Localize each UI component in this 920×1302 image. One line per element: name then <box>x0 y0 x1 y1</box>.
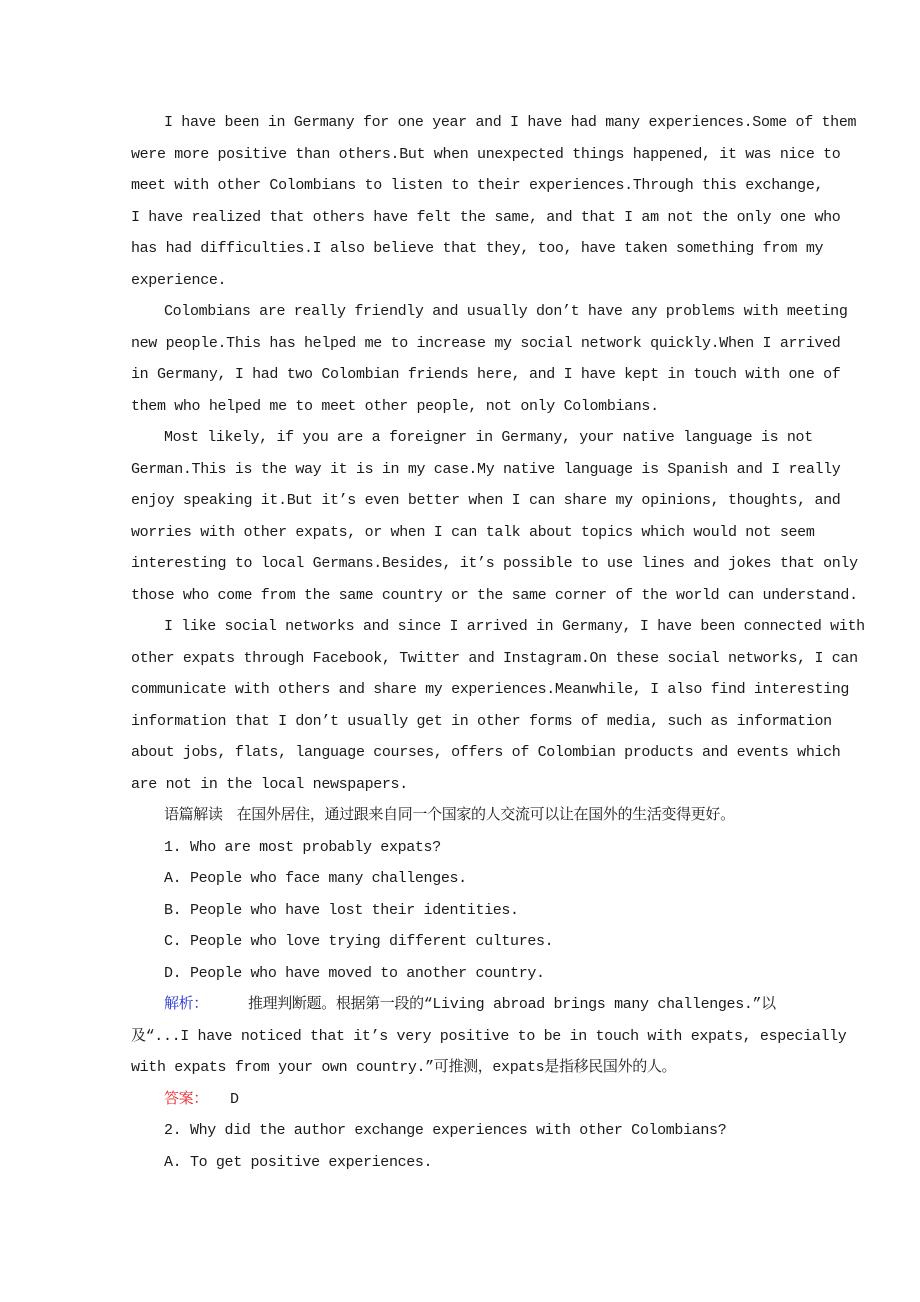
text-line: those who come from the same country or the same corner of the world can understand. <box>131 586 858 604</box>
summary-label: 语篇解读 <box>164 807 223 824</box>
option-c: C. People who love trying different cultures. <box>164 933 554 950</box>
option-a: A. People who face many challenges. <box>164 870 467 887</box>
text-line: in Germany, I had two Colombian friends here, and I have kept in touch with one of <box>131 366 841 383</box>
analysis-text: 推理判断题。根据第一段的“Living abroad brings many challenges.”以 <box>247 996 776 1013</box>
question-1 <box>131 832 847 1116</box>
analysis-line <box>131 989 831 1021</box>
text-line: other expats through Facebook, Twitter and Instagram.On these social networks, I can <box>131 649 858 667</box>
answer-value: D <box>229 1090 239 1108</box>
option-b: B. People who have lost their identities. <box>164 901 519 919</box>
text-line: information that I don’t usually get in other forms of media, such as information <box>131 712 832 730</box>
text-line: I like social networks and since I arrived in Germany, I have been connected with <box>164 618 865 635</box>
passage-paragraph-3 <box>131 422 858 611</box>
text-line: Most likely, if you are a foreigner in Germany, your native language is not <box>164 429 813 446</box>
option-d: D. People who have moved to another country. <box>164 964 545 982</box>
text-line: enjoy speaking it.But it’s even better when I can share my opinions, thoughts, and <box>131 492 841 509</box>
text-line: experience. <box>131 271 227 289</box>
question-stem: 1. Who are most probably expats? <box>164 838 441 856</box>
option-a: A. To get positive experiences. <box>164 1153 433 1171</box>
passage-paragraph-2 <box>131 296 848 422</box>
text-line: Colombians are really friendly and usually don’t have any problems with meeting <box>164 303 848 320</box>
analysis-label: 解析： <box>164 996 208 1013</box>
text-line: meet with other Colombians to listen to their experiences.Through this exchange, <box>131 177 824 194</box>
text-line: were more positive than others.But when unexpected things happened, it was nice to <box>131 145 841 163</box>
passage-summary <box>131 800 831 832</box>
question-stem: 2. Why did the author exchange experiences with other Colombians? <box>164 1122 727 1139</box>
summary-text: 在国外居住，通过跟来自同一个国家的人交流可以让在国外的生活变得更好。 <box>236 807 735 824</box>
text-line: German.This is the way it is in my case.My native language is Spanish and I really <box>131 460 841 478</box>
answer-label: 答案： <box>164 1090 208 1108</box>
text-line: are not in the local newspapers. <box>131 775 408 793</box>
text-line: has had difficulties.I also believe that they, too, have taken something from my <box>131 240 824 257</box>
text-line: about jobs, flats, language courses, offers of Colombian products and events which <box>131 744 841 761</box>
passage-paragraph-4 <box>131 611 865 800</box>
text-line: I have realized that others have felt the same, and that I am not the only one who <box>131 208 841 226</box>
text-line: worries with other expats, or when I can talk about topics which would not seem <box>131 523 815 541</box>
document-page <box>131 107 865 1178</box>
analysis-line: with expats from your own country.”可推测，expats是指移民国外的人。 <box>131 1059 677 1076</box>
question-2 <box>131 1115 831 1178</box>
text-line: them who helped me to meet other people, not only Colombians. <box>131 397 659 415</box>
text-line: communicate with others and share my experiences.Meanwhile, I also find interesting <box>131 681 850 698</box>
passage-paragraph-1 <box>131 107 857 296</box>
question-analysis <box>131 989 847 1084</box>
text-line: new people.This has helped me to increase my social network quickly.When I arrived <box>131 334 841 352</box>
question-answer <box>131 1084 831 1116</box>
analysis-line: 及“...I have noticed that it’s very positive to be in touch with expats, especially <box>131 1027 847 1045</box>
text-line: I have been in Germany for one year and I have had many experiences.Some of them <box>164 114 857 131</box>
text-line: interesting to local Germans.Besides, it’s possible to use lines and jokes that only <box>131 555 858 572</box>
